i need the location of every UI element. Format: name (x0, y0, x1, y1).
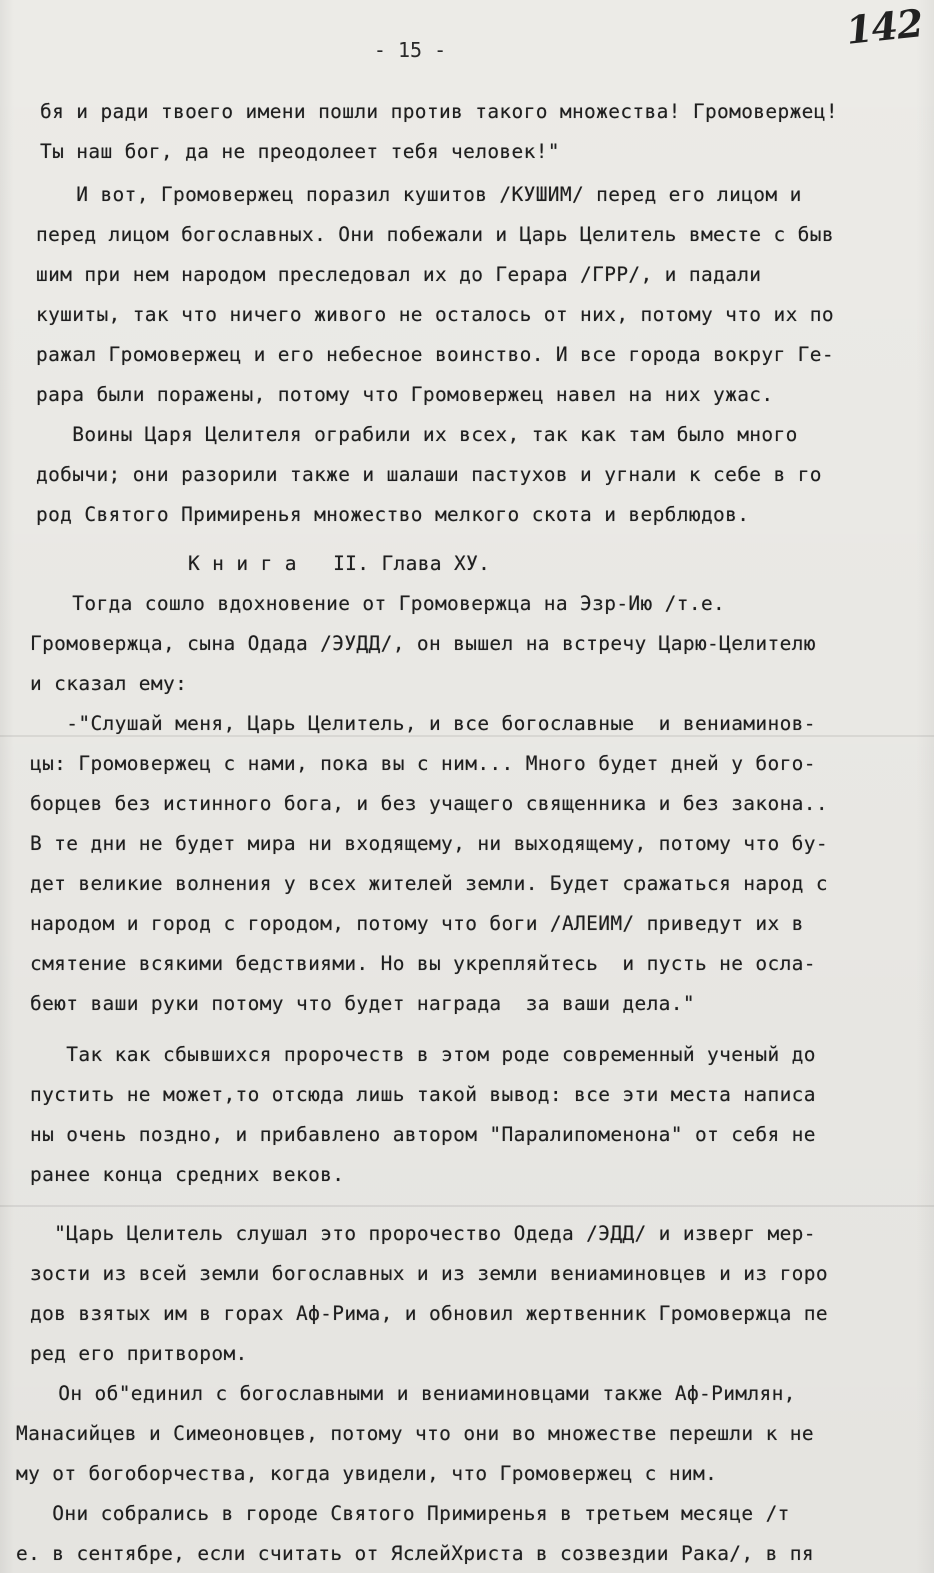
text-line: е. в сентябре, если считать от ЯслейХриста в созвездии Рака/, в пя (16, 1542, 814, 1565)
text-line: Воины Царя Целителя ограбили их всех, так как там было много (36, 423, 798, 446)
text-line: И вот, Громовержец поразил кушитов /КУШИМ/ перед его лицом и (40, 183, 802, 206)
text-line: пустить не может,то отсюда лишь такой вывод: все эти места написа (30, 1083, 816, 1106)
text-line: зости из всей земли богославных и из земли вениаминовцев и из горо (30, 1262, 828, 1285)
text-line: ражал Громовержец и его небесное воинство. И все города вокруг Ге- (36, 343, 834, 366)
text-line: му от богоборчества, когда увидели, что Громовержец с ним. (16, 1462, 718, 1485)
text-line: ранее конца средних веков. (30, 1163, 345, 1186)
text-line: Он об"единил с богославными и вениаминовцами также Аф-Римлян, (22, 1382, 796, 1405)
text-line: Тогда сошло вдохновение от Громовержца на Эзр-Ию /т.е. (36, 592, 726, 615)
page-number: - 15 - (373, 38, 447, 62)
text-line: Так как сбывшихся пророчеств в этом роде современный ученый до (30, 1043, 816, 1066)
text-line: и сказал ему: (30, 672, 188, 695)
text-line: Громовержца, сына Одада /ЭУДД/, он вышел на встречу Царю-Целителю (30, 632, 816, 655)
text-line: народом и город с городом, потому что боги /АЛЕИМ/ приведут их в (30, 912, 804, 935)
text-line: борцев без истинного бога, и без учащего священника и без закона.. (30, 792, 828, 815)
text-line: добычи; они разорили также и шалаши пастухов и угнали к себе в го (36, 463, 822, 486)
text-line: род Святого Примиренья множество мелкого скота и верблюдов. (36, 503, 750, 526)
text-line: -"Слушай меня, Царь Целитель, и все богославные и вениаминов- (30, 712, 816, 735)
paper-fold (0, 1205, 934, 1207)
text-line: смятение всякими бедствиями. Но вы укрепляйтесь и пусть не осла- (30, 952, 816, 975)
text-line: бя и ради твоего имени пошли против такого множества! Громовержец! (40, 100, 838, 123)
text-line: шим при нем народом преследовал их до Герара /ГРР/, и падали (36, 263, 762, 286)
text-line: Они собрались в городе Святого Примиренья в третьем месяце /т (16, 1502, 790, 1525)
text-line: перед лицом богославных. Они побежали и Царь Целитель вместе с быв (36, 223, 834, 246)
text-line: беют ваши руки потому что будет награда за ваши дела." (30, 992, 695, 1015)
text-line: кушиты, так что ничего живого не осталось от них, потому что их по (36, 303, 834, 326)
text-line: дов взятых им в горах Аф-Рима, и обновил жертвенник Громовержца пе (30, 1302, 828, 1325)
text-line: ны очень поздно, и прибавлено автором "Паралипоменона" от себя не (30, 1123, 816, 1146)
text-line: "Царь Целитель слушал это пророчество Одеда /ЭДД/ и изверг мер- (30, 1222, 816, 1245)
text-line: В те дни не будет мира ни входящему, ни выходящему, потому что бу- (30, 832, 828, 855)
text-line: ред его притвором. (30, 1342, 248, 1365)
text-line: рара были поражены, потому что Громовержец навел на них ужас. (36, 383, 774, 406)
text-line: Ты наш бог, да не преодолеет тебя человек!" (40, 140, 560, 163)
text-line: цы: Громовержец с нами, пока вы с ним... Много будет дней у бого- (30, 752, 816, 775)
section-heading: К н и г а II. Глава ХУ. (188, 552, 491, 575)
text-line: Манасийцев и Симеоновцев, потому что они во множестве перешли к не (16, 1422, 814, 1445)
paper-fold (0, 735, 934, 737)
text-line: дет великие волнения у всех жителей земли. Будет сражаться народ с (30, 872, 828, 895)
handwritten-archive-number: 142 (843, 0, 925, 53)
